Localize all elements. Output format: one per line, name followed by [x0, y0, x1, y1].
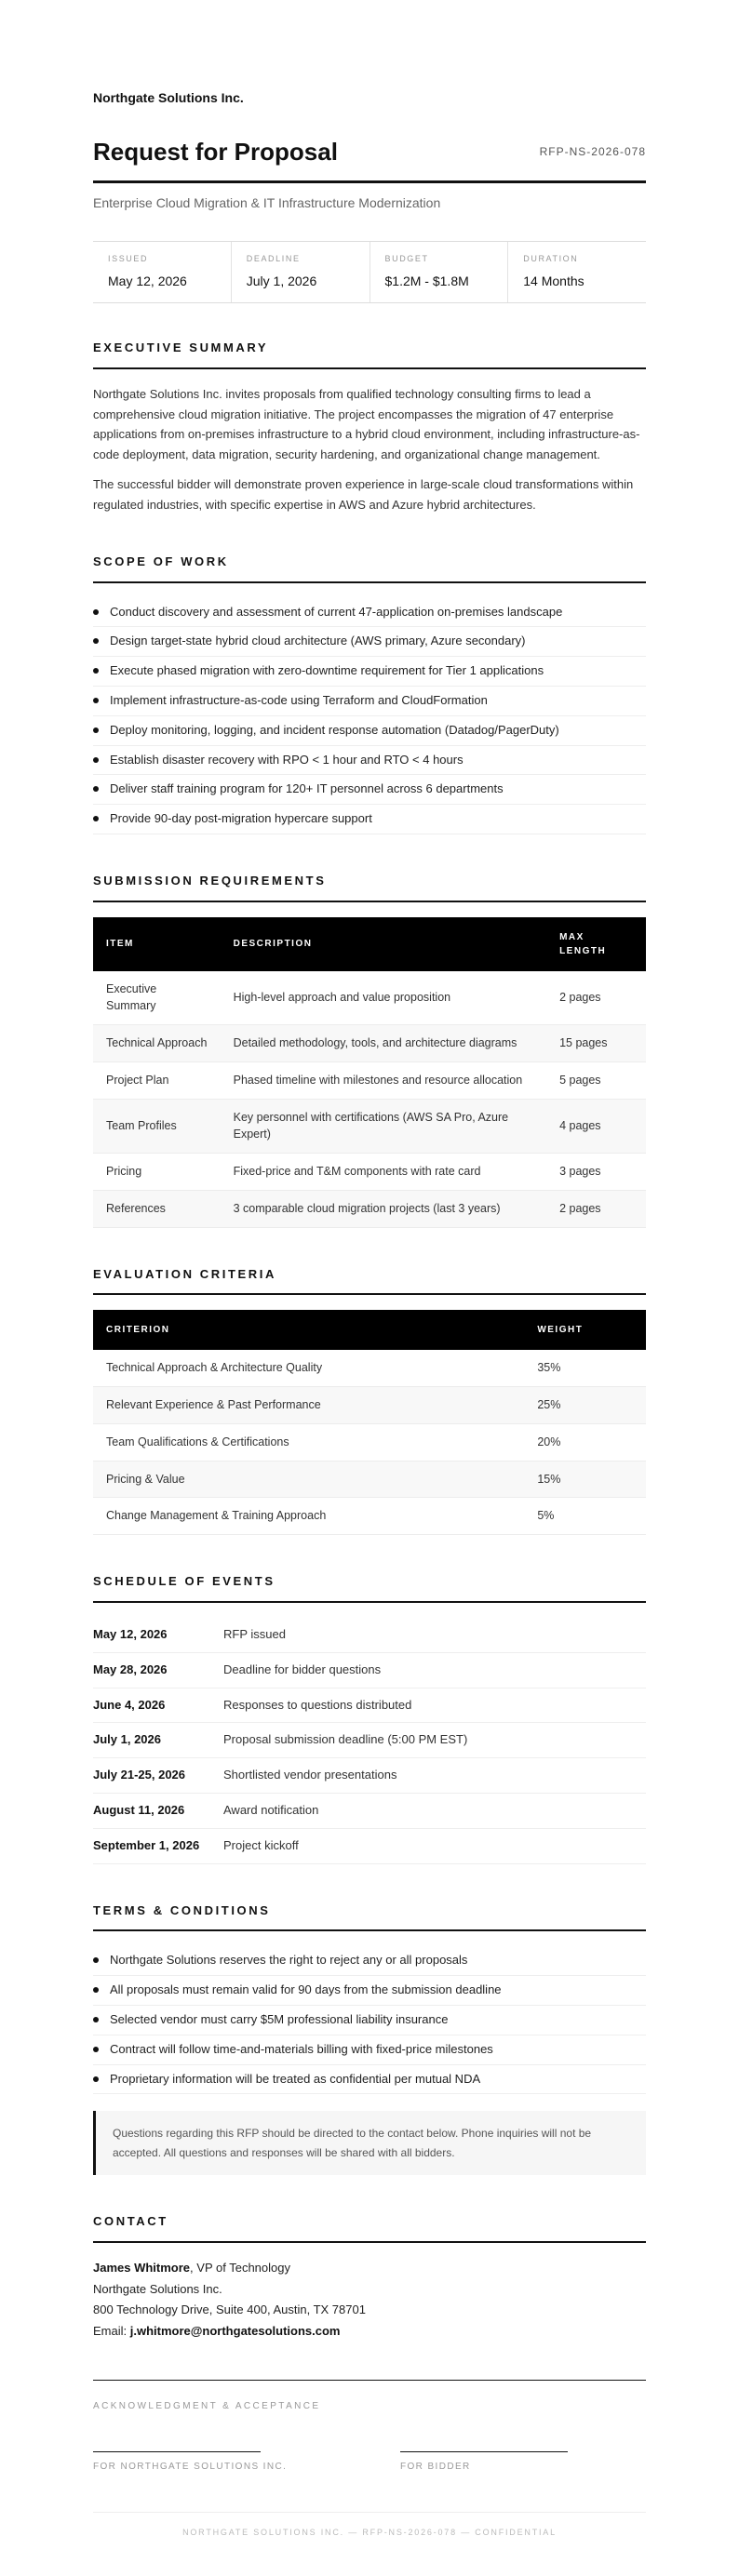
list-item: Implement infrastructure-as-code using Terraform and CloudFormation	[93, 687, 646, 716]
contact-name-line	[93, 2258, 646, 2279]
table-cell: 2 pages	[546, 971, 646, 1025]
title-row	[93, 138, 646, 182]
summary-paragraph: Northgate Solutions Inc. invites proposals from qualified technology consulting firms to lead a comprehensive cloud migration initiative. The project encompasses the migration of 47 enterprise applications from on-premises infrastructure to a hybrid cloud environment, including infrastructure-as-code deployment, data migration, security hardening, and organizational change management.	[93, 386, 640, 462]
table-cell: Project Plan	[93, 1061, 221, 1099]
scope-list	[93, 598, 646, 834]
table-cell: 2 pages	[546, 1190, 646, 1227]
submission-section	[93, 872, 646, 1228]
signature-bidder	[400, 2451, 568, 2475]
list-item: Selected vendor must carry $5M professional liability insurance	[93, 2006, 646, 2035]
acknowledgment-section	[93, 2380, 646, 2475]
table-row	[93, 1423, 646, 1461]
table-cell: 15%	[524, 1461, 646, 1498]
section-heading: EXECUTIVE SUMMARY	[93, 339, 646, 369]
terms-section	[93, 1902, 646, 2176]
schedule-row	[93, 1653, 646, 1688]
table-cell: Team Profiles	[93, 1099, 221, 1154]
meta-strip	[93, 241, 646, 303]
executive-summary-section	[93, 339, 646, 515]
list-item: Proprietary information will be treated as confidential per mutual NDA	[93, 2065, 646, 2095]
section-heading: EVALUATION CRITERIA	[93, 1265, 646, 1296]
list-item: Contract will follow time-and-materials billing with fixed-price milestones	[93, 2035, 646, 2065]
table-cell: 25%	[524, 1387, 646, 1424]
table-cell: Relevant Experience & Past Performance	[93, 1387, 524, 1424]
table-row	[93, 1498, 646, 1535]
column-header: ITEM	[93, 917, 221, 971]
table-row	[93, 1190, 646, 1227]
contact-name: James Whitmore	[93, 2260, 191, 2275]
table-cell: Key personnel with certifications (AWS SA Pro, Azure Expert)	[221, 1099, 546, 1154]
contact-email-link[interactable]: j.whitmore@northgatesolutions.com	[129, 2324, 341, 2339]
schedule-event: Shortlisted vendor presentations	[223, 1768, 397, 1782]
table-cell: 3 comparable cloud migration projects (last 3 years)	[221, 1190, 546, 1227]
submission-table	[93, 917, 646, 1228]
signature-line	[400, 2451, 568, 2452]
meta-duration	[508, 242, 646, 302]
evaluation-table	[93, 1310, 646, 1535]
table-cell: 3 pages	[546, 1154, 646, 1191]
list-item: Provide 90-day post-migration hypercare support	[93, 805, 646, 834]
meta-value: July 1, 2026	[246, 273, 317, 288]
terms-list	[93, 1946, 646, 2094]
signature-line	[93, 2451, 261, 2452]
meta-value: May 12, 2026	[108, 273, 187, 288]
schedule-date: August 11, 2026	[93, 1803, 185, 1818]
contact-company: Northgate Solutions Inc.	[93, 2281, 222, 2296]
table-header-row	[93, 917, 646, 971]
schedule-event: Responses to questions distributed	[223, 1697, 412, 1712]
schedule-date: June 4, 2026	[93, 1697, 166, 1712]
evaluation-section	[93, 1265, 646, 1536]
schedule-row	[93, 1618, 646, 1653]
acknowledgment-heading: ACKNOWLEDGMENT & ACCEPTANCE	[93, 2400, 321, 2411]
table-cell: Team Qualifications & Certifications	[93, 1423, 524, 1461]
column-header: MAX LENGTH	[546, 917, 646, 971]
table-row	[93, 1025, 646, 1062]
page-footer: NORTHGATE SOLUTIONS INC. — RFP-NS-2026-078 — CONFIDENTIAL	[93, 2512, 646, 2539]
contact-role: , VP of Technology	[190, 2260, 290, 2275]
signature-label: FOR BIDDER	[400, 2461, 471, 2472]
company-name: Northgate Solutions Inc.	[93, 90, 244, 105]
table-row	[93, 1154, 646, 1191]
table-row	[93, 1387, 646, 1424]
schedule-date: May 12, 2026	[93, 1627, 168, 1642]
list-item: Deliver staff training program for 120+ IT personnel across 6 departments	[93, 775, 646, 805]
table-cell: 4 pages	[546, 1099, 646, 1154]
schedule-date: May 28, 2026	[93, 1662, 168, 1676]
table-cell: 5%	[524, 1498, 646, 1535]
column-header: DESCRIPTION	[221, 917, 546, 971]
section-heading: SCOPE OF WORK	[93, 553, 646, 583]
meta-label: DEADLINE	[246, 253, 301, 263]
table-cell: Pricing & Value	[93, 1461, 524, 1498]
summary-paragraph: The successful bidder will demonstrate proven experience in large-scale cloud transformations within regulated industries, with specific expertise in AWS and Azure hybrid architectures.	[93, 477, 634, 512]
table-row	[93, 1350, 646, 1386]
meta-deadline	[232, 242, 370, 302]
meta-issued	[93, 242, 232, 302]
table-row	[93, 1461, 646, 1498]
schedule-row	[93, 1723, 646, 1758]
list-item: Establish disaster recovery with RPO < 1 hour and RTO < 4 hours	[93, 746, 646, 776]
section-heading: SCHEDULE OF EVENTS	[93, 1572, 646, 1603]
meta-value: 14 Months	[523, 273, 584, 288]
schedule-row	[93, 1758, 646, 1794]
schedule-event: Project kickoff	[223, 1837, 299, 1852]
table-cell: Executive Summary	[93, 971, 221, 1025]
table-row	[93, 971, 646, 1025]
contact-section	[93, 2212, 646, 2342]
inquiry-note: Questions regarding this RFP should be directed to the contact below. Phone inquiries will not be accepted. All questions and responses will be shared with all bidders.	[93, 2111, 646, 2175]
schedule-section	[93, 1572, 646, 1863]
column-header: CRITERION	[93, 1310, 524, 1350]
list-item: Northgate Solutions reserves the right to reject any or all proposals	[93, 1946, 646, 1976]
meta-label: ISSUED	[108, 253, 149, 263]
table-cell: Fixed-price and T&M components with rate card	[221, 1154, 546, 1191]
table-cell: High-level approach and value proposition	[221, 971, 546, 1025]
table-cell: 15 pages	[546, 1025, 646, 1062]
list-item: All proposals must remain valid for 90 days from the submission deadline	[93, 1976, 646, 2006]
schedule-row	[93, 1829, 646, 1864]
table-cell: Phased timeline with milestones and resource allocation	[221, 1061, 546, 1099]
table-cell: Change Management & Training Approach	[93, 1498, 524, 1535]
rfp-number: RFP-NS-2026-078	[539, 145, 646, 159]
table-cell: 5 pages	[546, 1061, 646, 1099]
list-item: Conduct discovery and assessment of current 47-application on-premises landscape	[93, 598, 646, 628]
table-row	[93, 1061, 646, 1099]
scope-section	[93, 553, 646, 834]
schedule-row	[93, 1688, 646, 1724]
table-cell: Technical Approach	[93, 1025, 221, 1062]
schedule-date: September 1, 2026	[93, 1837, 200, 1852]
table-cell: 20%	[524, 1423, 646, 1461]
schedule-event: Deadline for bidder questions	[223, 1662, 382, 1676]
schedule-date: July 1, 2026	[93, 1732, 161, 1747]
section-heading: SUBMISSION REQUIREMENTS	[93, 872, 646, 902]
table-cell: Technical Approach & Architecture Quality	[93, 1350, 524, 1386]
signature-row	[93, 2451, 646, 2475]
list-item: Design target-state hybrid cloud architecture (AWS primary, Azure secondary)	[93, 627, 646, 657]
signature-northgate	[93, 2451, 288, 2475]
table-cell: 35%	[524, 1350, 646, 1386]
table-cell: References	[93, 1190, 221, 1227]
schedule-event: RFP issued	[223, 1627, 286, 1642]
page-subtitle: Enterprise Cloud Migration & IT Infrastructure Modernization	[93, 194, 441, 210]
schedule-event: Proposal submission deadline (5:00 PM EST)	[223, 1732, 468, 1747]
table-row	[93, 1099, 646, 1154]
signature-label: FOR NORTHGATE SOLUTIONS INC.	[93, 2461, 288, 2472]
schedule-event: Award notification	[223, 1803, 319, 1818]
meta-label: BUDGET	[384, 253, 429, 263]
section-heading: TERMS & CONDITIONS	[93, 1902, 646, 1932]
column-header: WEIGHT	[524, 1310, 646, 1350]
table-header-row	[93, 1310, 646, 1350]
list-item: Execute phased migration with zero-downtime requirement for Tier 1 applications	[93, 657, 646, 687]
meta-budget	[370, 242, 509, 302]
meta-label: DURATION	[523, 253, 579, 263]
table-cell: Detailed methodology, tools, and architecture diagrams	[221, 1025, 546, 1062]
schedule-row	[93, 1794, 646, 1829]
meta-value: $1.2M - $1.8M	[384, 273, 469, 288]
list-item: Deploy monitoring, logging, and incident response automation (Datadog/PagerDuty)	[93, 716, 646, 746]
table-cell: Pricing	[93, 1154, 221, 1191]
section-heading: CONTACT	[93, 2212, 646, 2243]
email-label: Email:	[93, 2324, 130, 2339]
contact-address: 800 Technology Drive, Suite 400, Austin, TX 78701	[93, 2302, 366, 2317]
page-title: Request for Proposal	[93, 138, 338, 167]
schedule-date: July 21-25, 2026	[93, 1768, 186, 1782]
contact-email-line	[93, 2321, 646, 2342]
